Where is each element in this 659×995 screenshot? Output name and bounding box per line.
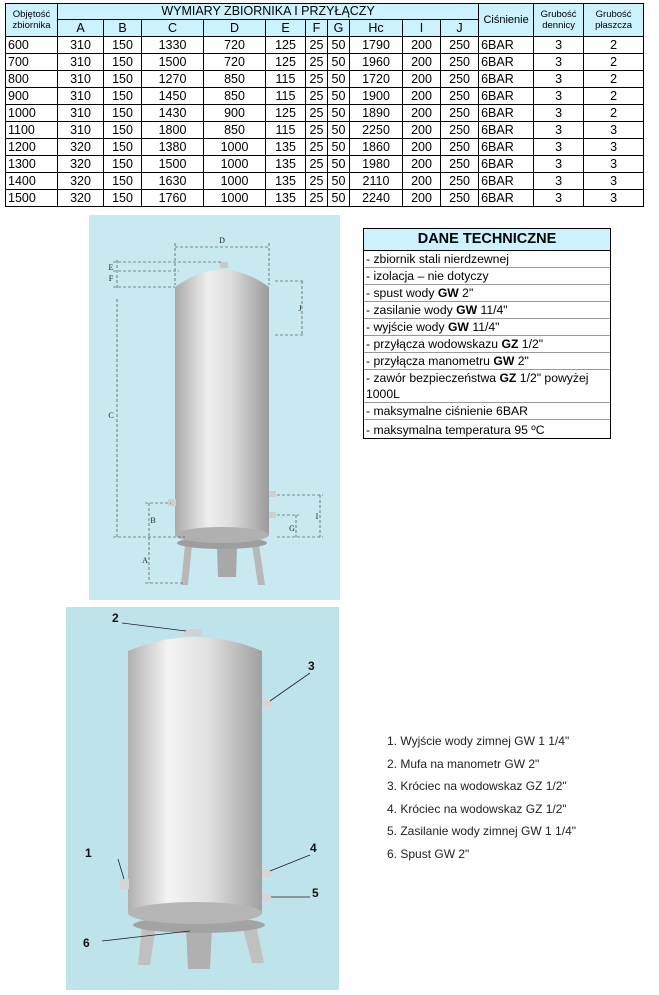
table-cell: 310 [58, 54, 104, 71]
label-j: J [298, 304, 302, 313]
table-cell: 1630 [142, 173, 204, 190]
table-cell: 135 [266, 156, 306, 173]
table-cell: 1300 [6, 156, 58, 173]
table-cell: 1500 [6, 190, 58, 207]
table-cell: 2110 [350, 173, 403, 190]
table-cell: 1430 [142, 105, 204, 122]
shell-thickness-header: Grubość płaszcza [584, 4, 644, 37]
table-row [6, 122, 644, 139]
dimensions-table [5, 3, 644, 207]
table-cell: 150 [104, 37, 142, 54]
table-cell: 1200 [6, 139, 58, 156]
table-cell: 1500 [142, 156, 204, 173]
table-cell: 150 [104, 156, 142, 173]
label-b: B [150, 516, 156, 525]
table-cell: 6BAR [479, 54, 534, 71]
table-cell: 1790 [350, 37, 403, 54]
table-cell: 1400 [6, 173, 58, 190]
drain-pipe [186, 927, 212, 969]
technical-data-text: GW [447, 320, 469, 334]
technical-data-text: GZ [501, 337, 519, 351]
tank-leg [138, 925, 156, 965]
dimension-col-b: B [104, 20, 142, 37]
table-cell: 50 [328, 105, 350, 122]
label-d: D [219, 236, 225, 245]
table-cell: 150 [104, 88, 142, 105]
tank-bottom [175, 527, 269, 543]
callout-6: 6 [83, 936, 90, 950]
legend-item: 5. Zasilanie wody zimnej GW 1 1/4" [387, 824, 576, 838]
drain-pipe [217, 547, 237, 577]
table-cell: 250 [441, 139, 479, 156]
table-cell: 2 [584, 88, 644, 105]
table-cell: 200 [403, 105, 441, 122]
technical-data-list [364, 251, 610, 438]
connections-drawing-svg [66, 607, 339, 990]
table-cell: 1380 [142, 139, 204, 156]
callout-4: 4 [310, 841, 317, 855]
volume-header: Objętość zbiornika [6, 4, 58, 37]
table-cell: 3 [584, 139, 644, 156]
table-cell: 115 [266, 88, 306, 105]
table-cell: 900 [204, 105, 266, 122]
table-cell: 115 [266, 71, 306, 88]
table-cell: 3 [584, 156, 644, 173]
table-cell: 135 [266, 139, 306, 156]
table-cell: 2 [584, 105, 644, 122]
table-cell: 200 [403, 54, 441, 71]
table-cell: 250 [441, 190, 479, 207]
table-cell: 720 [204, 37, 266, 54]
table-row [6, 88, 644, 105]
table-cell: 150 [104, 122, 142, 139]
legend-item: 2. Mufa na manometr GW 2" [387, 756, 540, 771]
technical-data-text: 1/2" [518, 337, 544, 351]
table-cell: 50 [328, 71, 350, 88]
table-cell: 310 [58, 37, 104, 54]
table-cell: 600 [6, 37, 58, 54]
table-cell: 150 [104, 139, 142, 156]
table-cell: 310 [58, 122, 104, 139]
table-cell: 150 [104, 105, 142, 122]
dimension-col-a: A [58, 20, 104, 37]
table-cell: 720 [204, 54, 266, 71]
pressure-header: Ciśnienie [479, 4, 534, 37]
table-row [6, 71, 644, 88]
technical-data-item [364, 403, 610, 420]
label-f: F [108, 274, 114, 283]
side-fitting [262, 699, 271, 707]
legend-item: 3. Króciec na wodowskaz GZ 1/2" [387, 779, 567, 793]
table-cell: 250 [441, 71, 479, 88]
technical-data-text: GW [437, 286, 459, 300]
table-cell: 125 [266, 105, 306, 122]
table-cell: 150 [104, 190, 142, 207]
table-cell: 250 [441, 122, 479, 139]
technical-data-text: GW [456, 303, 478, 317]
table-cell: 2 [584, 54, 644, 71]
table-cell: 1000 [204, 173, 266, 190]
table-cell: 3 [534, 122, 584, 139]
table-row [6, 190, 644, 207]
table-cell: 3 [534, 156, 584, 173]
tank-leg [181, 545, 192, 585]
tank-top [175, 270, 269, 287]
dimension-col-j: J [441, 20, 479, 37]
table-cell: 200 [403, 122, 441, 139]
bottom-thickness-header: Grubość dennicy [534, 4, 584, 37]
table-cell: 1000 [204, 139, 266, 156]
table-cell: 1890 [350, 105, 403, 122]
table-cell: 50 [328, 88, 350, 105]
technical-data-text: 1/2" powyżej 1000L [366, 371, 589, 401]
table-cell: 25 [306, 173, 328, 190]
label-c: C [108, 411, 114, 420]
table-row [6, 173, 644, 190]
table-row [6, 105, 644, 122]
table-cell: 25 [306, 190, 328, 207]
table-cell: 700 [6, 54, 58, 71]
technical-data-item [364, 285, 610, 302]
table-cell: 6BAR [479, 71, 534, 88]
table-row [6, 54, 644, 71]
table-cell: 50 [328, 37, 350, 54]
table-cell: 850 [204, 71, 266, 88]
table-cell: 1000 [204, 190, 266, 207]
technical-data-item [364, 336, 610, 353]
table-cell: 125 [266, 37, 306, 54]
table-cell: 1800 [142, 122, 204, 139]
table-cell: 3 [534, 139, 584, 156]
technical-data-text: - wyjście wody [366, 320, 448, 334]
technical-data-text: GZ [499, 371, 517, 385]
table-cell: 2250 [350, 122, 403, 139]
label-i: I [315, 512, 319, 521]
label-e: E [108, 263, 114, 272]
technical-data-box [363, 228, 611, 439]
technical-data-item [364, 353, 610, 370]
table-cell: 6BAR [479, 156, 534, 173]
table-cell: 250 [441, 156, 479, 173]
technical-data-text: - zawór bezpieczeństwa [366, 371, 500, 385]
table-cell: 1720 [350, 71, 403, 88]
table-cell: 200 [403, 173, 441, 190]
table-cell: 850 [204, 88, 266, 105]
technical-data-text: - przyłącza wodowskazu [366, 337, 502, 351]
table-cell: 800 [6, 71, 58, 88]
technical-data-text: - zasilanie wody [366, 303, 457, 317]
table-cell: 6BAR [479, 105, 534, 122]
table-cell: 200 [403, 37, 441, 54]
table-cell: 135 [266, 190, 306, 207]
technical-data-item [364, 420, 610, 438]
table-cell: 3 [534, 37, 584, 54]
technical-data-item [364, 319, 610, 336]
table-cell: 3 [534, 71, 584, 88]
dimensions-header: WYMIARY ZBIORNIKA I PRZYŁĄCZY [58, 4, 479, 20]
table-cell: 6BAR [479, 139, 534, 156]
label-a: A [142, 556, 148, 565]
dimension-drawing-svg [89, 215, 340, 600]
technical-data-text: - zbiornik stali nierdzewnej [366, 252, 509, 266]
technical-data-text: 2" [458, 286, 474, 300]
table-cell: 2240 [350, 190, 403, 207]
table-cell: 6BAR [479, 88, 534, 105]
table-row [6, 37, 644, 54]
side-fitting [168, 499, 176, 506]
technical-data-text: 2" [514, 354, 529, 368]
table-cell: 1760 [142, 190, 204, 207]
table-row [6, 139, 644, 156]
table-cell: 250 [441, 105, 479, 122]
table-cell: 1960 [350, 54, 403, 71]
technical-data-item [364, 268, 610, 285]
table-cell: 310 [58, 105, 104, 122]
table-cell: 1000 [204, 156, 266, 173]
dimension-col-e: E [266, 20, 306, 37]
table-cell: 320 [58, 190, 104, 207]
table-cell: 250 [441, 173, 479, 190]
table-cell: 3 [584, 173, 644, 190]
table-cell: 200 [403, 71, 441, 88]
table-cell: 250 [441, 37, 479, 54]
callout-3: 3 [308, 659, 315, 673]
tank-bottom [128, 902, 262, 924]
table-cell: 115 [266, 122, 306, 139]
tank-top [128, 637, 262, 651]
top-fitting [184, 629, 202, 636]
table-row [6, 156, 644, 173]
table-cell: 850 [204, 122, 266, 139]
table-cell: 50 [328, 173, 350, 190]
table-cell: 2 [584, 37, 644, 54]
table-cell: 1900 [350, 88, 403, 105]
table-cell: 1450 [142, 88, 204, 105]
table-cell: 150 [104, 71, 142, 88]
table-cell: 25 [306, 105, 328, 122]
dimension-col-c: C [142, 20, 204, 37]
side-fitting [269, 512, 276, 518]
table-cell: 3 [534, 190, 584, 207]
table-cell: 250 [441, 54, 479, 71]
table-cell: 320 [58, 156, 104, 173]
table-cell: 25 [306, 54, 328, 71]
table-cell: 3 [584, 190, 644, 207]
table-cell: 135 [266, 173, 306, 190]
table-cell: 1000 [6, 105, 58, 122]
technical-data-text: - przyłącza manometru [366, 354, 494, 368]
technical-data-text: - izolacja – nie dotyczy [366, 269, 489, 283]
table-cell: 150 [104, 54, 142, 71]
dimension-col-hc: Hc [350, 20, 403, 37]
table-cell: 1330 [142, 37, 204, 54]
table-cell: 50 [328, 122, 350, 139]
dimensions-table-body [6, 37, 644, 207]
table-cell: 6BAR [479, 173, 534, 190]
tank-body [175, 287, 269, 535]
dimension-col-d: D [204, 20, 266, 37]
table-cell: 3 [534, 54, 584, 71]
technical-data-text: - maksymalne ciśnienie 6BAR [366, 404, 528, 418]
table-cell: 25 [306, 122, 328, 139]
connections-legend [387, 730, 576, 865]
table-cell: 1500 [142, 54, 204, 71]
table-cell: 25 [306, 88, 328, 105]
table-cell: 6BAR [479, 37, 534, 54]
technical-data-text: - maksymalna temperatura 95 ºC [366, 423, 545, 437]
table-cell: 3 [534, 173, 584, 190]
table-cell: 200 [403, 88, 441, 105]
dimension-col-i: I [403, 20, 441, 37]
table-cell: 310 [58, 88, 104, 105]
technical-data-item [364, 251, 610, 268]
side-fitting [120, 879, 129, 889]
table-cell: 6BAR [479, 190, 534, 207]
callout-1: 1 [85, 846, 92, 860]
table-cell: 320 [58, 173, 104, 190]
table-cell: 1100 [6, 122, 58, 139]
table-cell: 150 [104, 173, 142, 190]
table-cell: 25 [306, 37, 328, 54]
callout-2: 2 [112, 611, 119, 625]
side-fitting [269, 491, 276, 497]
table-cell: 50 [328, 54, 350, 71]
table-cell: 6BAR [479, 122, 534, 139]
table-cell: 125 [266, 54, 306, 71]
technical-data-item [364, 370, 610, 403]
legend-item: 6. Spust GW 2" [387, 846, 470, 861]
technical-data-title: DANE TECHNICZNE [364, 229, 610, 251]
table-cell: 25 [306, 139, 328, 156]
table-cell: 3 [584, 122, 644, 139]
table-cell: 50 [328, 139, 350, 156]
legend-item: 4. Króciec na wodowskaz GZ 1/2" [387, 801, 567, 816]
tank-body [128, 651, 262, 913]
technical-data-text: 11/4" [477, 303, 508, 317]
table-cell: 250 [441, 88, 479, 105]
technical-data-text: - spust wody [366, 286, 438, 300]
dimension-col-g: G [328, 20, 350, 37]
side-fitting [262, 869, 271, 877]
table-cell: 50 [328, 190, 350, 207]
table-cell: 200 [403, 139, 441, 156]
table-cell: 50 [328, 156, 350, 173]
side-fitting [262, 893, 271, 901]
connections-drawing [66, 607, 339, 990]
table-cell: 1860 [350, 139, 403, 156]
dimension-drawing [89, 215, 340, 600]
table-cell: 320 [58, 139, 104, 156]
table-cell: 310 [58, 71, 104, 88]
technical-data-text: 11/4" [468, 320, 500, 334]
table-cell: 25 [306, 71, 328, 88]
table-cell: 2 [584, 71, 644, 88]
table-cell: 900 [6, 88, 58, 105]
dimension-col-f: F [306, 20, 328, 37]
table-cell: 200 [403, 156, 441, 173]
table-cell: 3 [534, 105, 584, 122]
callout-5: 5 [312, 886, 319, 900]
technical-data-item [364, 302, 610, 319]
table-cell: 1270 [142, 71, 204, 88]
table-cell: 25 [306, 156, 328, 173]
table-cell: 1980 [350, 156, 403, 173]
top-fitting [220, 262, 228, 268]
technical-data-text: GW [493, 354, 515, 368]
table-cell: 200 [403, 190, 441, 207]
label-g: G [289, 524, 295, 533]
legend-item: 1. Wyjście wody zimnej GW 1 1/4" [387, 734, 570, 748]
table-cell: 3 [534, 88, 584, 105]
tank-leg [252, 545, 265, 585]
